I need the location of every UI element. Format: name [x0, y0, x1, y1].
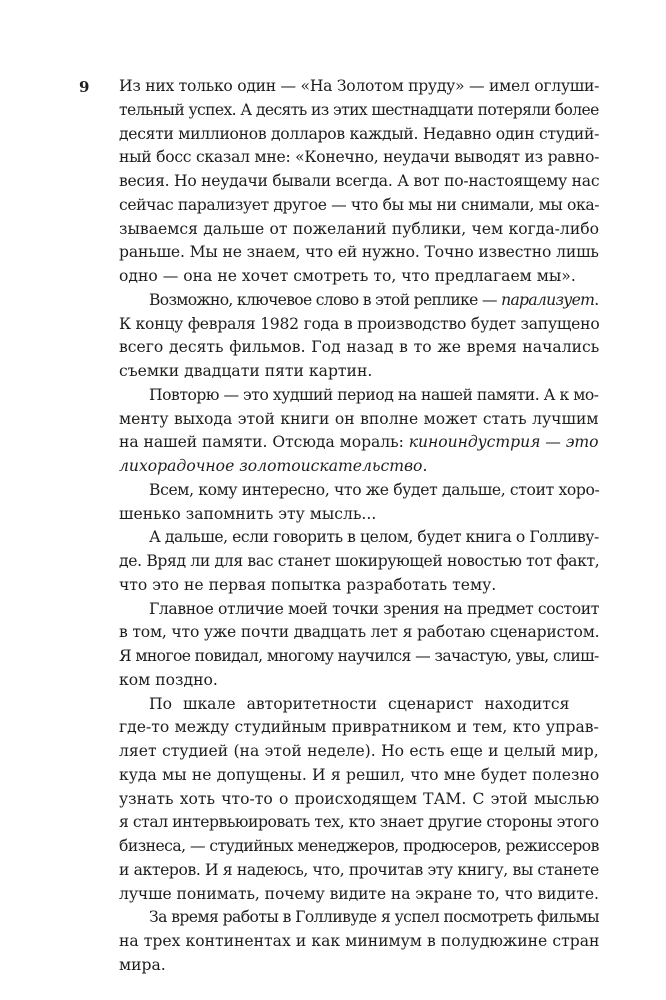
text-line [119, 194, 599, 218]
text-line [119, 788, 599, 812]
text-run: одно — она не хочет смотреть то, что предлагаем мы». [119, 267, 576, 285]
text-line [119, 764, 599, 788]
text-run: лучше понимать, почему видите на экране то, что видите. [119, 884, 599, 903]
text-run: По шкале авторитетности сценарист находится [149, 694, 570, 713]
paragraph [119, 289, 599, 384]
text-line [119, 811, 599, 835]
text-run: на нашей памяти. Отсюда мораль: [119, 433, 409, 452]
text-line [119, 621, 599, 645]
text-run: шенько запомнить эту мысль... [119, 504, 377, 523]
text-line [119, 99, 599, 123]
text-run: мира. [119, 955, 166, 974]
paragraph [119, 384, 599, 479]
text-run: За время работы в Голливуде я успел посмотреть фильмы [149, 908, 599, 927]
text-run: раньше. Мы не знаем, что ей нужно. Точно известно лишь [119, 243, 599, 262]
text-run: сейчас парализует другое — что бы мы ни снимали, мы ока- [119, 195, 600, 214]
paragraph [119, 906, 599, 977]
text-run: Из них только один — «На Золотом пруду» — имел оглуши- [119, 77, 600, 95]
text-line [119, 883, 599, 907]
text-line [119, 645, 599, 669]
paragraph [119, 75, 599, 289]
text-line [119, 384, 599, 408]
text-run: К концу февраля 1982 года в производство будет запущено [119, 314, 600, 333]
text-line [119, 455, 599, 479]
text-run: съемки двадцати пяти картин. [119, 362, 373, 380]
italic-text: лихорадочное золотоискательство [119, 457, 423, 475]
text-line [119, 550, 599, 574]
text-run: Повторю — это худший период на нашей памяти. А к мо- [149, 385, 599, 404]
text-line [119, 265, 599, 289]
text-line [119, 503, 599, 527]
text-line [119, 574, 599, 598]
text-line [119, 170, 599, 194]
text-run: бизнеса, — студийных менеджеров, продюсеров, режиссеров [119, 837, 599, 855]
body-text [119, 75, 599, 978]
text-run: . [594, 290, 599, 309]
text-run: что это не первая попытка разработать тему. [119, 575, 497, 594]
text-line [119, 740, 599, 764]
text-line [119, 669, 599, 693]
text-run: ком поздно. [119, 670, 218, 689]
text-run: менту выхода этой книги он вполне может стать лучшим [119, 409, 599, 428]
text-run: тельный успех. А десять из этих шестнадцати потеряли более [119, 100, 599, 119]
text-line [119, 146, 599, 170]
italic-text: киноиндустрия — это [408, 433, 599, 452]
text-run: ный босс сказал мне: «Конечно, неудачи выводят из равно- [119, 148, 600, 167]
text-run: Всем, кому интересно, что же будет дальше, стоит хоро- [149, 480, 600, 499]
text-line [119, 289, 599, 313]
text-run: А дальше, если говорить в целом, будет книга о Голливу- [149, 528, 599, 547]
text-line [119, 835, 599, 859]
text-line [119, 360, 599, 384]
paragraph [119, 479, 599, 527]
text-run: десяти миллионов долларов каждый. Недавно один студий- [119, 124, 600, 143]
text-run: зываемся дальше от пожеланий публики, чем когда-либо [119, 219, 600, 238]
paragraph [119, 693, 599, 907]
text-run: Главное отличие моей точки зрения на предмет состоит [149, 599, 599, 618]
text-run: Возможно, ключевое слово в этой реплике — [149, 290, 502, 309]
text-run: де. Вряд ли для вас станет шокирующей новостью тот факт, [119, 552, 600, 570]
text-run: я стал интервьюировать тех, кто знает другие стороны этого [119, 813, 599, 832]
text-run: Я многое повидал, многому научился — зачастую, увы, слиш- [119, 647, 599, 665]
text-run: и актеров. И я надеюсь, что, прочитав эту книгу, вы станете [119, 860, 599, 879]
text-run: . [422, 457, 428, 475]
text-run: узнать хоть что-то о происходящем ТАМ. С этой мыслью [119, 789, 600, 808]
text-run: весия. Но неудачи бывали всегда. А вот по-настоящему нас [119, 172, 600, 190]
text-line [119, 954, 599, 978]
text-line [119, 479, 599, 503]
text-line [119, 693, 599, 717]
text-line [119, 716, 599, 740]
text-line [119, 336, 599, 360]
text-line [119, 526, 599, 550]
text-line [119, 431, 599, 455]
text-run: куда мы не допущены. И я решил, что мне будет полезно [119, 765, 600, 784]
text-line [119, 408, 599, 432]
text-line [119, 313, 599, 337]
text-line [119, 906, 599, 930]
text-line [119, 123, 599, 147]
text-run: ляет студией (на этой неделе). Но есть еще и целый мир, [119, 742, 599, 760]
text-line [119, 930, 599, 954]
text-run: на трех континентах и как минимум в полудюжине стран [119, 932, 600, 950]
text-line [119, 859, 599, 883]
text-run: в том, что уже почти двадцать лет я работаю сценаристом. [119, 623, 600, 642]
text-line [119, 598, 599, 622]
text-line [119, 241, 599, 265]
page-number: 9 [79, 78, 90, 96]
text-line [119, 75, 599, 99]
text-run: где-то между студийным привратником и тем, кто управ- [119, 718, 599, 737]
text-run: всего десять фильмов. Год назад в то же время начались [119, 338, 600, 357]
paragraph [119, 598, 599, 693]
italic-text: парализует [501, 290, 595, 309]
text-line [119, 218, 599, 242]
paragraph [119, 526, 599, 597]
